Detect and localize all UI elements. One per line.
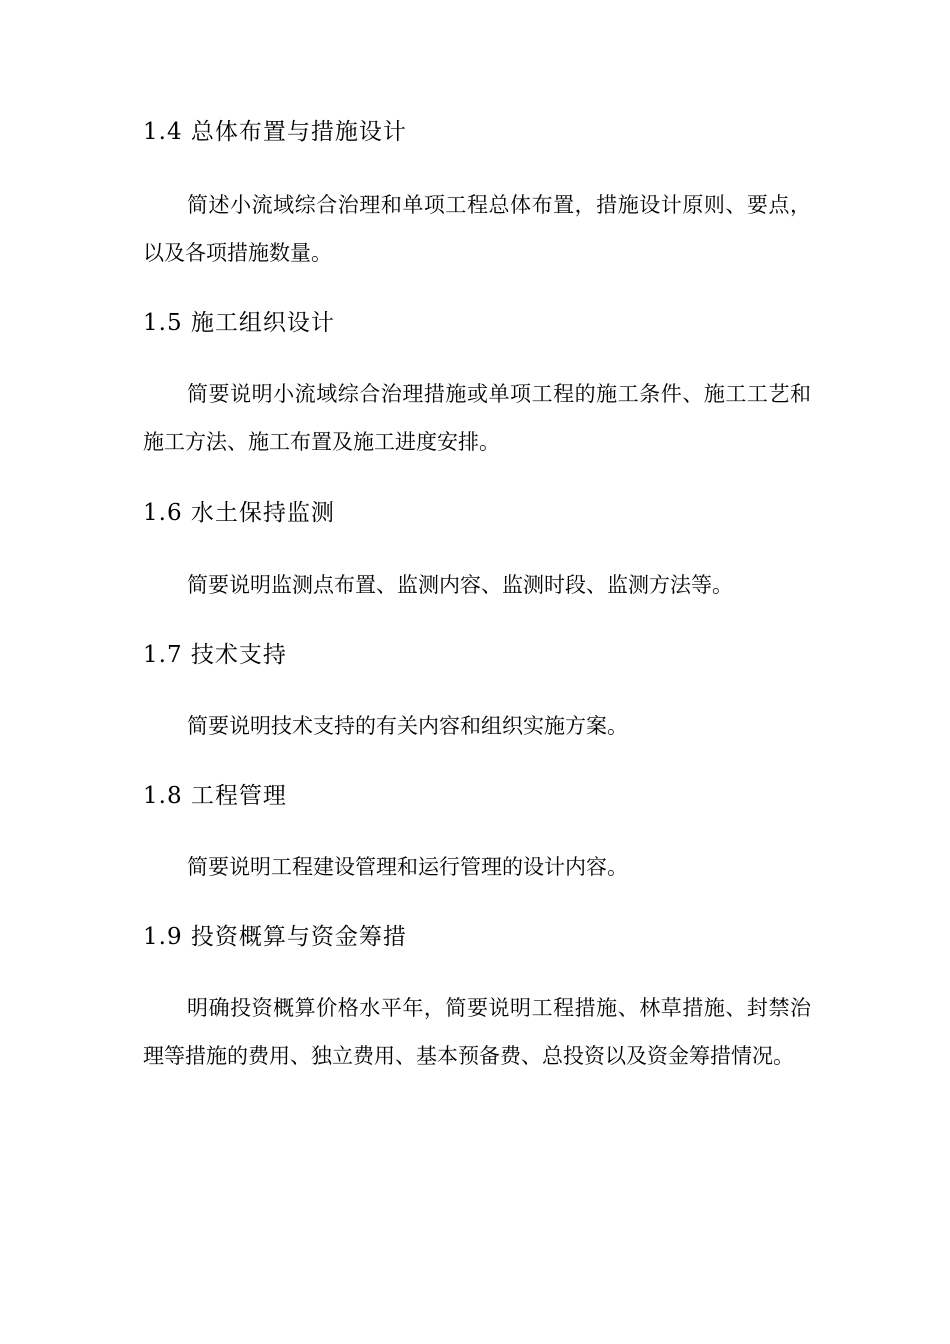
section-heading-1-4: 1.4 总体布置与措施设计 [143, 119, 407, 145]
section-body-1-5: 简要说明小流域综合治理措施或单项工程的施工条件、施工工艺和施工方法、施工布置及施工进度安排。 [143, 382, 811, 454]
section-heading-1-5: 1.5 施工组织设计 [143, 310, 335, 336]
section-heading-1-6: 1.6 水土保持监测 [143, 500, 335, 526]
section-body-1-8: 简要说明工程建设管理和运行管理的设计内容。 [187, 855, 628, 879]
section-body-1-9: 明确投资概算价格水平年，简要说明工程措施、林草措施、封禁治理等措施的费用、独立费用、基本预备费、总投资以及资金筹措情况。 [143, 996, 811, 1068]
section-heading-1-9: 1.9 投资概算与资金筹措 [143, 924, 407, 950]
section-heading-1-7: 1.7 技术支持 [143, 642, 287, 668]
section-body-1-6: 简要说明监测点布置、监测内容、监测时段、监测方法等。 [187, 573, 733, 597]
section-body-1-4: 简述小流域综合治理和单项工程总体布置，措施设计原则、要点，以及各项措施数量。 [143, 193, 811, 265]
section-heading-1-8: 1.8 工程管理 [143, 783, 287, 809]
section-body-1-7: 简要说明技术支持的有关内容和组织实施方案。 [187, 714, 628, 738]
